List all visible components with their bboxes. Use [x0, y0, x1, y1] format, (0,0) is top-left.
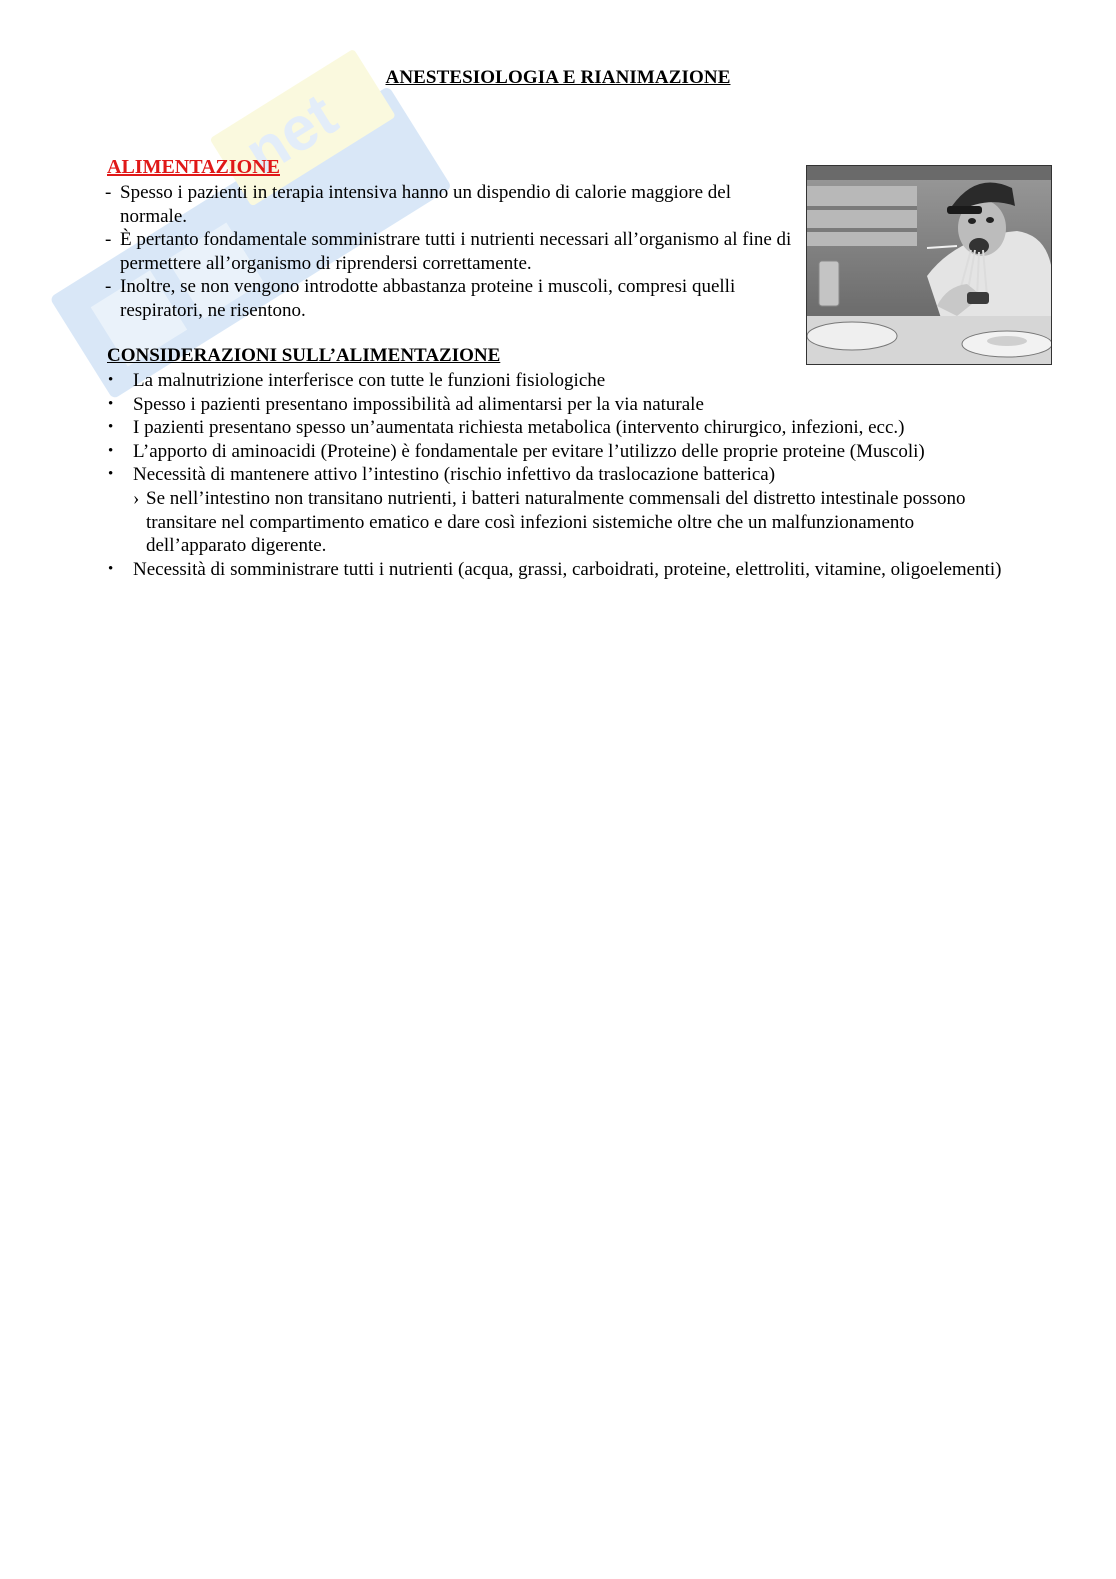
- list-item: [105, 228, 795, 275]
- bullet-marker: •: [108, 442, 114, 459]
- dash-marker: -: [105, 276, 112, 298]
- section-title-considerazioni: CONSIDERAZIONI SULL’ALIMENTAZIONE: [107, 345, 501, 366]
- sub-list-item-text: Se nell’intestino non transitano nutrienti, i batteri naturalmente commensali del distretto intestinale possono transitare nel compartimento ematico e dare così infezioni sistemiche oltre che un malfunzionamento dell’apparato digerente.: [146, 487, 966, 557]
- list-item-text: I pazienti presentano spesso un’aumentata richiesta metabolica (intervento chirurgico, infezioni, ecc.): [133, 417, 905, 439]
- list-item-text: Necessità di mantenere attivo l’intestino (rischio infettivo da traslocazione batterica): [133, 464, 776, 486]
- list-item-text: L’apporto di aminoacidi (Proteine) è fondamentale per evitare l’utilizzo delle proprie proteine (Muscoli): [133, 440, 925, 462]
- list-item: [107, 558, 1007, 582]
- sub-list: [133, 487, 1007, 558]
- chevron-right-icon: ›: [133, 487, 140, 509]
- alimentazione-list: [105, 181, 795, 323]
- list-item: [107, 440, 1007, 464]
- watermark-text: net: [233, 80, 349, 189]
- document-title: ANESTESIOLOGIA E RIANIMAZIONE: [385, 67, 731, 88]
- bullet-marker: •: [108, 395, 114, 412]
- list-item-text: Inoltre, se non vengono introdotte abbastanza proteine i muscoli, compresi quelli respiratori, ne risentono.: [120, 276, 736, 321]
- list-item: [105, 275, 795, 322]
- bullet-marker: •: [108, 372, 114, 388]
- list-item: [107, 416, 1007, 440]
- list-item-text: È pertanto fondamentale somministrare tutti i nutrienti necessari all’organismo al fine di permettere all’organismo di riprendersi correttamente.: [120, 229, 792, 274]
- bullet-marker: •: [108, 419, 114, 436]
- considerazioni-list: [107, 369, 1007, 581]
- man-eating-spaghetti-photo: [806, 165, 1052, 365]
- list-item: [107, 393, 1007, 417]
- list-item-text: Necessità di somministrare tutti i nutrienti (acqua, grassi, carboidrati, proteine, elettroliti, vitamine, oligoelementi): [133, 558, 1002, 580]
- list-item-text: La malnutrizione interferisce con tutte le funzioni fisiologiche: [133, 370, 606, 391]
- list-item: [105, 181, 795, 228]
- bullet-marker: •: [108, 466, 114, 483]
- dash-marker: -: [105, 229, 112, 251]
- list-item-text: Spesso i pazienti presentano impossibilità ad alimentarsi per la via naturale: [133, 393, 704, 415]
- bullet-marker: •: [108, 560, 114, 577]
- list-item-text: Spesso i pazienti in terapia intensiva hanno un dispendio di calorie maggiore del normale.: [120, 182, 732, 227]
- list-item: [107, 463, 1007, 557]
- sub-list-item: [133, 487, 1007, 558]
- list-item: [107, 369, 1007, 393]
- dash-marker: -: [105, 182, 112, 203]
- section-title-alimentazione: ALIMENTAZIONE: [107, 156, 280, 178]
